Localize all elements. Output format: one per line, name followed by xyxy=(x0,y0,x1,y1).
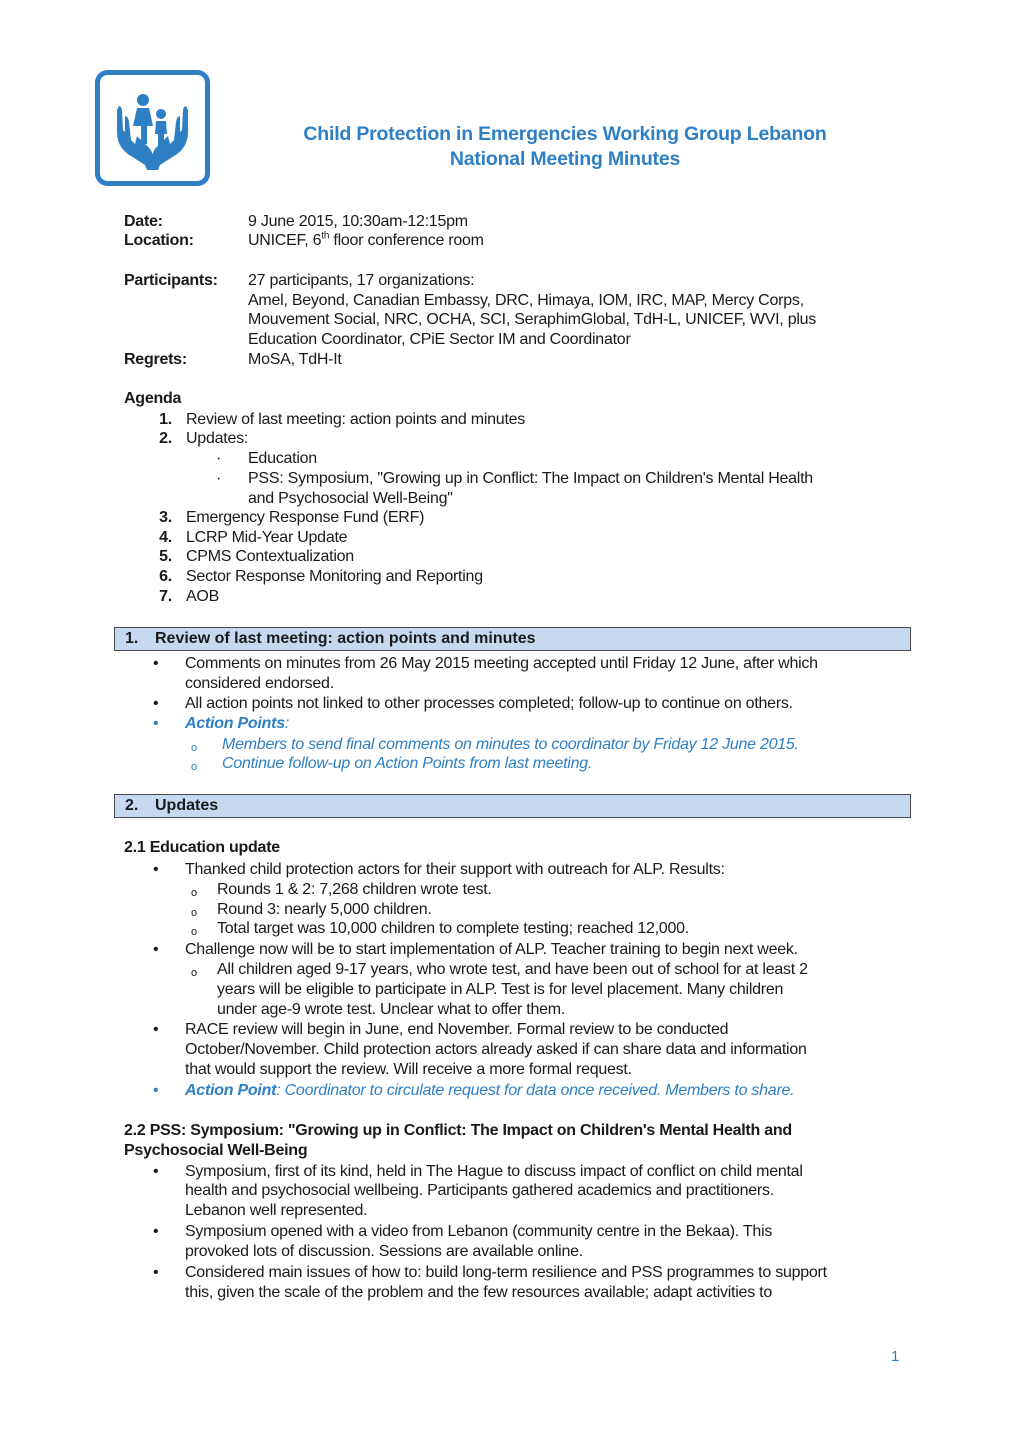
participants-line: Mouvement Social, NRC, OCHA, SCI, SeraphimGlobal, TdH-L, UNICEF, WVI, plus xyxy=(248,311,817,328)
agenda-item: Updates: xyxy=(186,430,249,447)
action-point: Action Point: Coordinator to circulate request for data once received. Members to share. xyxy=(185,1082,795,1099)
bullet-icon: • xyxy=(153,861,159,878)
bullet-icon: · xyxy=(216,450,222,467)
agenda-number: 5. xyxy=(159,548,172,565)
date-value: 9 June 2015, 10:30am-12:15pm xyxy=(248,213,468,230)
subsection-heading: 2.1 Education update xyxy=(124,839,280,856)
bullet-text: October/November. Child protection actors already asked if can share data and information xyxy=(185,1041,807,1058)
sub-bullet-text: Round 3: nearly 5,000 children. xyxy=(217,901,432,918)
regrets-value: MoSA, TdH-It xyxy=(248,351,342,368)
circle-bullet-icon: o xyxy=(191,907,197,919)
bullet-icon: • xyxy=(153,1163,159,1180)
sub-bullet-text: Rounds 1 & 2: 7,268 children wrote test. xyxy=(217,881,492,898)
agenda-number: 2. xyxy=(159,430,172,447)
bullet-text: Considered main issues of how to: build long-term resilience and PSS programmes to support xyxy=(185,1264,827,1281)
bullet-text: Symposium, first of its kind, held in The Hague to discuss impact of conflict on child mental xyxy=(185,1163,803,1180)
agenda-number: 3. xyxy=(159,509,172,526)
bullet-icon: • xyxy=(153,715,159,732)
bullet-icon: · xyxy=(216,470,222,487)
agenda-heading: Agenda xyxy=(124,390,182,407)
section-title: Updates xyxy=(155,797,219,814)
bullet-text: that would support the review. Will receive a more formal request. xyxy=(185,1061,632,1078)
participants-line: Amel, Beyond, Canadian Embassy, DRC, Himaya, IOM, IRC, MAP, Mercy Corps, xyxy=(248,292,804,309)
bullet-text: considered endorsed. xyxy=(185,675,334,692)
section-header xyxy=(114,627,911,651)
participants-label: Participants: xyxy=(124,272,218,289)
action-points-label: Action Points: xyxy=(185,715,290,732)
participants-line: Education Coordinator, CPiE Sector IM and Coordinator xyxy=(248,331,631,348)
section-title: Review of last meeting: action points and minutes xyxy=(155,630,536,647)
bullet-text: Challenge now will be to start implementation of ALP. Teacher training to begin next week. xyxy=(185,941,798,958)
agenda-number: 4. xyxy=(159,529,172,546)
bullet-text: Symposium opened with a video from Lebanon (community centre in the Bekaa). This xyxy=(185,1223,773,1240)
agenda-number: 1. xyxy=(159,411,172,428)
bullet-text: Thanked child protection actors for their support with outreach for ALP. Results: xyxy=(185,861,725,878)
subsection-heading: 2.2 PSS: Symposium: "Growing up in Conflict: The Impact on Children's Mental Health and xyxy=(124,1122,792,1139)
agenda-item: Sector Response Monitoring and Reporting xyxy=(186,568,483,585)
circle-bullet-icon: o xyxy=(191,967,197,979)
circle-bullet-icon: o xyxy=(191,742,197,754)
title-line-1: Child Protection in Emergencies Working Group Lebanon xyxy=(303,123,827,145)
bullet-text: this, given the scale of the problem and the few resources available; adapt activities to xyxy=(185,1284,772,1301)
circle-bullet-icon: o xyxy=(191,887,197,899)
bullet-text: health and psychosocial wellbeing. Participants gathered academics and practitioners. xyxy=(185,1182,774,1199)
bullet-icon: • xyxy=(153,1264,159,1281)
location-value: UNICEF, 6th floor conference room xyxy=(248,230,484,249)
subsection-heading: Psychosocial Well-Being xyxy=(124,1142,308,1159)
sub-bullet-text: All children aged 9-17 years, who wrote test, and have been out of school for at least 2 xyxy=(217,961,808,978)
action-item: Continue follow-up on Action Points from last meeting. xyxy=(222,755,593,772)
page-number: 1 xyxy=(891,1348,900,1365)
section-header xyxy=(114,794,911,818)
section-number: 2. xyxy=(125,797,139,814)
participants-line: 27 participants, 17 organizations: xyxy=(248,272,475,289)
agenda-item: LCRP Mid-Year Update xyxy=(186,529,348,546)
agenda-sub-item: Education xyxy=(248,450,317,467)
circle-bullet-icon: o xyxy=(191,926,197,938)
agenda-item: AOB xyxy=(186,588,220,605)
agenda-sub-item: and Psychosocial Well-Being" xyxy=(248,490,453,507)
bullet-icon: • xyxy=(153,1223,159,1240)
bullet-text: Comments on minutes from 26 May 2015 meeting accepted until Friday 12 June, after which xyxy=(185,655,818,672)
agenda-number: 7. xyxy=(159,588,172,605)
circle-bullet-icon: o xyxy=(191,761,197,773)
bullet-icon: • xyxy=(153,695,159,712)
action-item: Members to send final comments on minutes to coordinator by Friday 12 June 2015. xyxy=(222,736,799,753)
bullet-icon: • xyxy=(153,941,159,958)
agenda-item: CPMS Contextualization xyxy=(186,548,354,565)
bullet-icon: • xyxy=(153,1021,159,1038)
agenda-sub-item: PSS: Symposium, "Growing up in Conflict: The Impact on Children's Mental Health xyxy=(248,470,813,487)
date-label: Date: xyxy=(124,213,163,230)
bullet-text: All action points not linked to other processes completed; follow-up to continue on others. xyxy=(185,695,793,712)
agenda-item: Review of last meeting: action points and minutes xyxy=(186,411,526,428)
title-line-2: National Meeting Minutes xyxy=(449,148,681,170)
document-title xyxy=(220,122,910,172)
section-number: 1. xyxy=(125,630,139,647)
family-in-hands-icon xyxy=(95,70,210,186)
regrets-label: Regrets: xyxy=(124,351,187,368)
location-label: Location: xyxy=(124,232,194,249)
agenda-item: Emergency Response Fund (ERF) xyxy=(186,509,425,526)
bullet-text: provoked lots of discussion. Sessions are available online. xyxy=(185,1243,583,1260)
bullet-icon: • xyxy=(153,1082,159,1099)
bullet-text: Lebanon well represented. xyxy=(185,1202,368,1219)
sub-bullet-text: under age-9 wrote test. Unclear what to offer them. xyxy=(217,1001,566,1018)
sub-bullet-text: Total target was 10,000 children to complete testing; reached 12,000. xyxy=(217,920,689,937)
bullet-text: RACE review will begin in June, end November. Formal review to be conducted xyxy=(185,1021,729,1038)
sub-bullet-text: years will be eligible to participate in ALP. Test is for level placement. Many children xyxy=(217,981,784,998)
agenda-number: 6. xyxy=(159,568,172,585)
bullet-icon: • xyxy=(153,655,159,672)
